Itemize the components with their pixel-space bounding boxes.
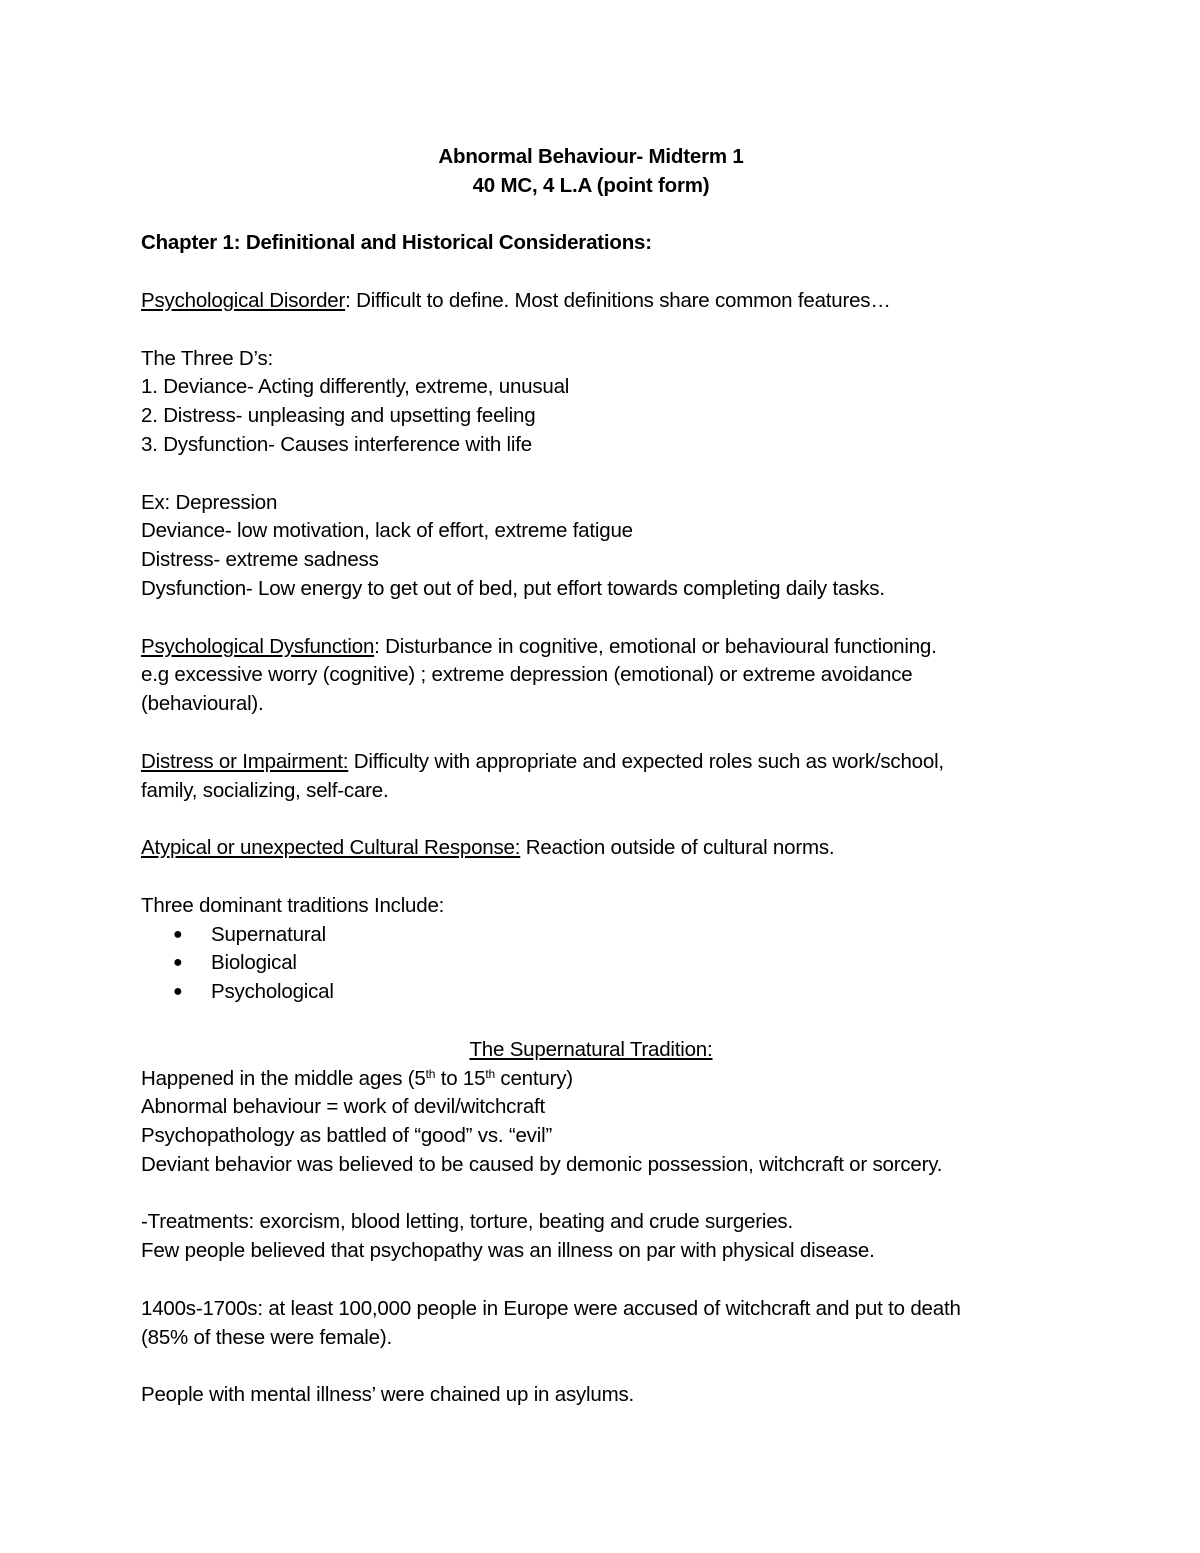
bullet-icon: ● [173, 925, 183, 943]
bullet-text: Supernatural [211, 922, 326, 946]
supernatural-heading-row [141, 1036, 1041, 1065]
spacer [141, 604, 1041, 633]
bullet-icon: ● [173, 983, 183, 1001]
psych-dysfunction-definition: : Disturbance in cognitive, emotional or behavioural functioning. [374, 634, 937, 658]
distress-impairment-definition: Difficulty with appropriate and expected roles such as work/school, [348, 749, 944, 773]
witch-trials-line: (85% of these were female). [141, 1325, 392, 1349]
example-line: Dysfunction- Low energy to get out of bed, put effort towards completing daily tasks. [141, 576, 885, 600]
psych-dysfunction-line: e.g excessive worry (cognitive) ; extreme depression (emotional) or extreme avoidance [141, 663, 913, 687]
spacer [141, 258, 1041, 287]
bullet-text: Psychological [211, 980, 334, 1004]
supernatural-line: Deviant behavior was believed to be caused by demonic possession, witchcraft or sorcery. [141, 1152, 943, 1176]
document-subtitle: 40 MC, 4 L.A (point form) [472, 173, 710, 197]
three-ds-item: 2. Distress- unpleasing and upsetting feeling [141, 404, 536, 428]
superscript: th [425, 1066, 436, 1081]
spacer [141, 719, 1041, 748]
three-ds-item: 1. Deviance- Acting differently, extreme, unusual [141, 375, 570, 399]
supernatural-heading: The Supernatural Tradition: [469, 1037, 713, 1061]
witch-trials-line: 1400s-1700s: at least 100,000 people in Europe were accused of witchcraft and put to death [141, 1296, 961, 1320]
psych-dysfunction-paragraph [141, 633, 1041, 662]
example-heading: Ex: Depression [141, 490, 278, 514]
atypical-definition: Reaction outside of cultural norms. [520, 836, 835, 860]
example-line: Distress- extreme sadness [141, 548, 379, 572]
document-page [141, 143, 1041, 1410]
middle-ages-text: to 15 [435, 1066, 486, 1090]
psych-dysfunction-line: (behavioural). [141, 692, 264, 716]
distress-impairment-term: Distress or Impairment: [141, 749, 349, 773]
middle-ages-text: Happened in the middle ages (5 [141, 1066, 426, 1090]
spacer [141, 201, 1041, 230]
distress-impairment-paragraph [141, 748, 1041, 777]
bullet-list-item [141, 921, 1041, 950]
superscript: th [485, 1066, 495, 1081]
three-ds-heading: The Three D’s: [141, 346, 274, 370]
traditions-heading: Three dominant traditions Include: [141, 893, 445, 917]
spacer [141, 460, 1041, 489]
middle-ages-text: century) [494, 1066, 573, 1090]
document-title: Abnormal Behaviour- Midterm 1 [438, 145, 744, 168]
spacer [141, 1180, 1041, 1209]
example-line: Deviance- low motivation, lack of effort, extreme fatigue [141, 519, 633, 543]
spacer [141, 316, 1041, 345]
spacer [141, 1007, 1041, 1036]
treatments-line: -Treatments: exorcism, blood letting, torture, beating and crude surgeries. [141, 1210, 793, 1234]
distress-impairment-line: family, socializing, self-care. [141, 778, 389, 802]
bullet-icon: ● [173, 954, 183, 972]
chapter-heading: Chapter 1: Definitional and Historical Considerations: [141, 231, 652, 255]
psych-dysfunction-term: Psychological Dysfunction [141, 634, 375, 658]
bullet-list-item [141, 978, 1041, 1007]
supernatural-line: Abnormal behaviour = work of devil/witchcraft [141, 1095, 546, 1119]
psych-disorder-paragraph [141, 287, 1041, 316]
asylums-line: People with mental illness’ were chained up in asylums. [141, 1383, 635, 1407]
atypical-term: Atypical or unexpected Cultural Response: [141, 836, 521, 860]
spacer [141, 1266, 1041, 1295]
atypical-paragraph [141, 834, 1041, 863]
spacer [141, 1352, 1041, 1381]
treatments-line: Few people believed that psychopathy was an illness on par with physical disease. [141, 1239, 875, 1263]
spacer [141, 805, 1041, 834]
middle-ages-line [141, 1065, 1041, 1094]
spacer [141, 863, 1041, 892]
bullet-list-item [141, 949, 1041, 978]
supernatural-line: Psychopathology as battled of “good” vs. “evil” [141, 1124, 553, 1148]
three-ds-item: 3. Dysfunction- Causes interference with life [141, 432, 532, 456]
psych-disorder-term: Psychological Disorder [141, 288, 346, 312]
psych-disorder-definition: : Difficult to define. Most definitions share common features… [345, 288, 891, 312]
bullet-text: Biological [211, 951, 297, 975]
